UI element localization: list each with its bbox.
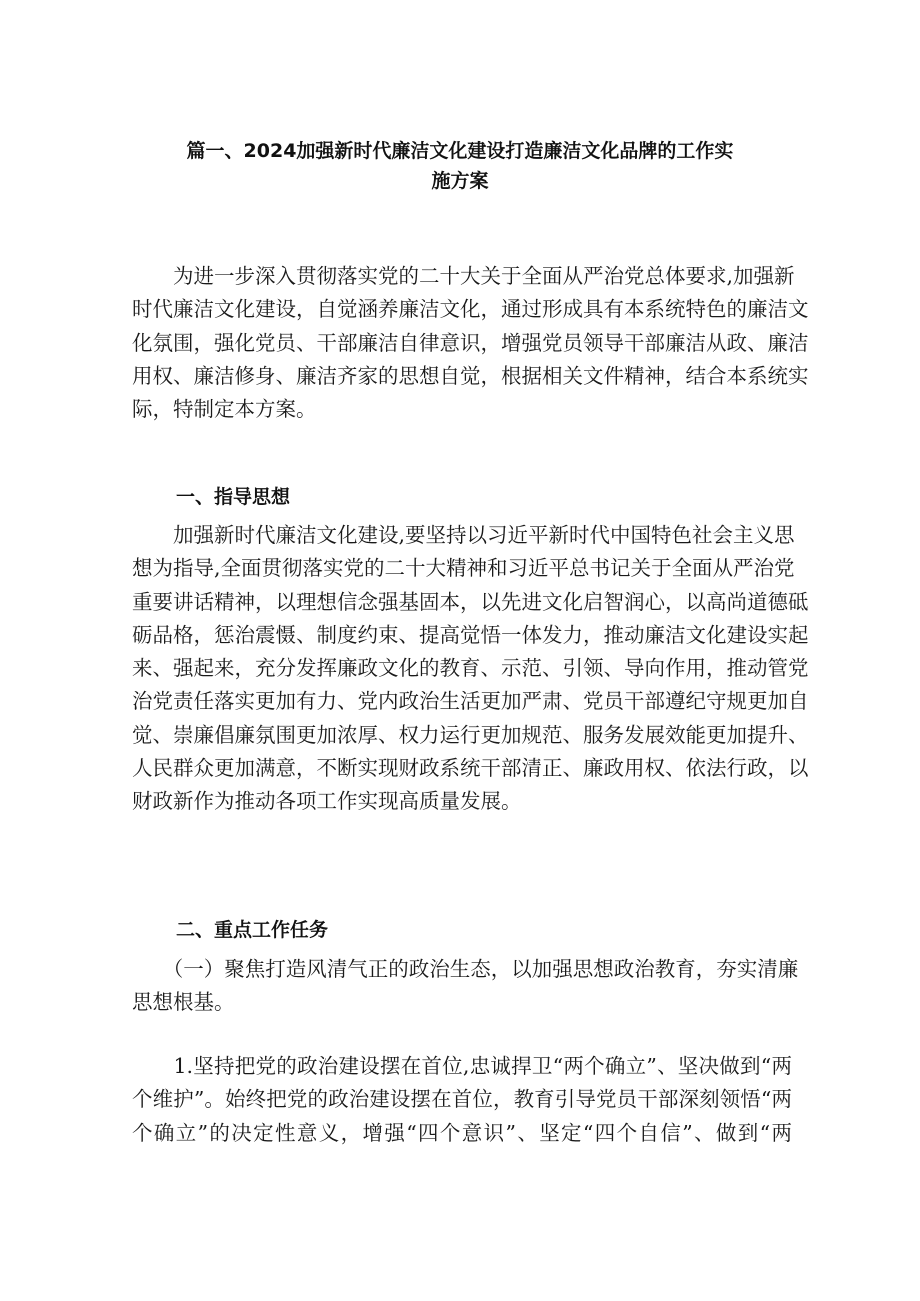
text-line: 治党责任落实更加有力、党内政治生活更加严肃、党员干部遵纪守规更加自 xyxy=(132,689,809,714)
text-line: 来、强起来，充分发挥廉政文化的教育、示范、引领、导向作用，推动管党 xyxy=(132,656,809,681)
text-line: 砺品格，惩治震慑、制度约束、提高觉悟一体发力，推动廉洁文化建设实起 xyxy=(132,622,809,647)
intro-paragraph xyxy=(132,260,809,426)
text-line: 加强新时代廉洁文化建设,要坚持以习近平新时代中国特色社会主义思 xyxy=(132,523,795,547)
text-line: 思想根基。 xyxy=(132,990,235,1015)
guiding-thought-paragraph xyxy=(132,519,809,819)
text-line: 为进一步深入贯彻落实党的二十大关于全面从严治党总体要求,加强新 xyxy=(132,264,795,288)
text-line: 财政新作为推动各项工作实现高质量发展。 xyxy=(132,789,522,814)
text-line: 1.坚持把党的政治建设摆在首位,忠诚捍卫“两个确立”、坚决做到“两 xyxy=(132,1054,792,1078)
text-line: 化氛围，强化党员、干部廉洁自律意识，增强党员领导干部廉洁从政、廉洁 xyxy=(132,330,809,355)
section-heading-key-tasks: 二、重点工作任务 xyxy=(176,919,329,941)
text-line: 际，特制定本方案。 xyxy=(132,397,317,422)
item-one-paragraph xyxy=(132,1050,792,1150)
text-line: 用权、廉洁修身、廉洁齐家的思想自觉，根据相关文件精神，结合本系统实 xyxy=(132,363,809,388)
document-title-line1: 篇一、2024加强新时代廉洁文化建设打造廉洁文化品牌的工作实 xyxy=(186,140,734,162)
text-line: （一）聚焦打造风清气正的政治生态，以加强思想政治教育，夯实清廉 xyxy=(132,957,799,981)
task-one-paragraph xyxy=(132,953,799,1020)
text-line: 觉、崇廉倡廉氛围更加浓厚、权力运行更加规范、服务发展效能更加提升、 xyxy=(132,722,809,747)
document-title-line2: 施方案 xyxy=(431,170,489,192)
text-line: 重要讲话精神，以理想信念强基固本，以先进文化启智润心，以高尚道德砥 xyxy=(132,589,809,614)
text-line: 人民群众更加满意，不断实现财政系统干部清正、廉政用权、依法行政，以 xyxy=(132,756,809,781)
text-line: 时代廉洁文化建设，自觉涵养廉洁文化，通过形成具有本系统特色的廉洁文 xyxy=(132,297,809,322)
section-heading-guiding-thought: 一、指导思想 xyxy=(176,486,291,508)
text-line: 想为指导,全面贯彻落实党的二十大精神和习近平总书记关于全面从严治党 xyxy=(132,556,795,581)
text-line: 个维护”。始终把党的政治建设摆在首位，教育引导党员干部深刻领悟“两 xyxy=(132,1087,792,1112)
text-line: 个确立”的决定性意义，增强“四个意识”、坚定“四个自信”、做到“两 xyxy=(132,1120,792,1145)
